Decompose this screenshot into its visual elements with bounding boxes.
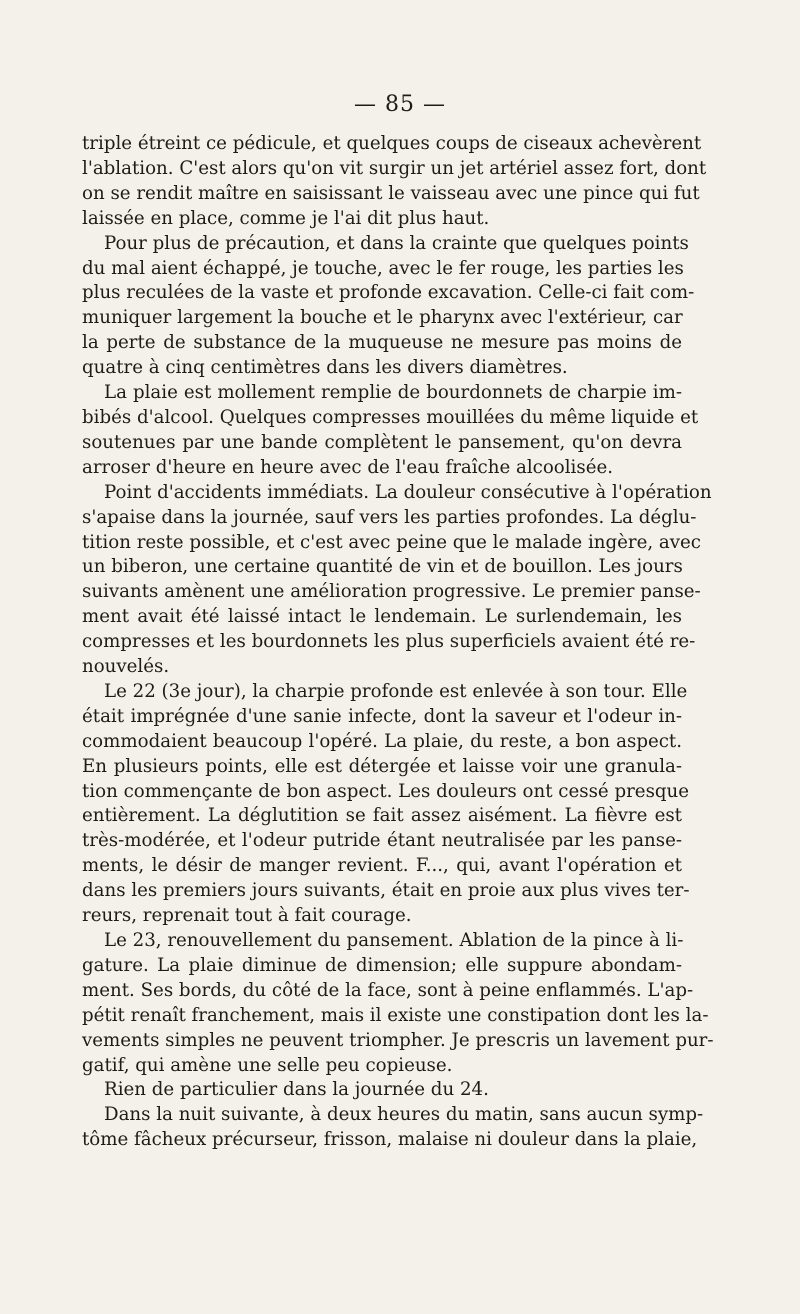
text-line: nouvelés. — [82, 656, 170, 678]
text-line: était imprégnée d'une sanie infecte, dont la saveur et l'odeur in- — [82, 705, 682, 727]
text-line: Pour plus de précaution, et dans la crainte que quelques points — [104, 232, 689, 254]
text-line: En plusieurs points, elle est détergée et laisse voir une granula- — [82, 755, 682, 777]
text-line: l'ablation. C'est alors qu'on vit surgir un jet artériel assez fort, dont — [82, 157, 707, 179]
text-line: très-modérée, et l'odeur putride étant neutralisée par les panse- — [82, 830, 682, 852]
text-line: un biberon, une certaine quantité de vin et de bouillon. Les jours — [82, 556, 683, 578]
text-line: soutenues par une bande complètent le pansement, qu'on devra — [82, 431, 682, 453]
text-line: bibés d'alcool. Quelques compresses mouillées du même liquide et — [82, 406, 699, 428]
text-line: plus reculées de la vaste et profonde excavation. Celle-ci fait com- — [82, 282, 695, 304]
text-line: gatif, qui amène une selle peu copieuse. — [82, 1054, 453, 1076]
text-line: reurs, reprenait tout à fait courage. — [82, 905, 412, 927]
text-line: ment. Ses bords, du côté de la face, sont à peine enflammés. L'ap- — [82, 979, 694, 1001]
text-line: Rien de particulier dans la journée du 24. — [104, 1079, 489, 1101]
text-line: s'apaise dans la journée, sauf vers les parties profondes. La déglu- — [82, 506, 697, 528]
text-line: tition reste possible, et c'est avec peine que le malade ingère, avec — [82, 531, 701, 553]
text-line: tôme fâcheux précurseur, frisson, malaise ni douleur dans la plaie, — [82, 1129, 698, 1151]
text-line: laissée en place, comme je l'ai dit plus haut. — [82, 207, 490, 229]
body-text — [82, 132, 714, 1153]
text-line: Le 23, renouvellement du pansement. Ablation de la pince à li- — [104, 930, 684, 951]
text-line: Dans la nuit suivante, à deux heures du matin, sans aucun symp- — [104, 1104, 704, 1126]
text-line: Point d'accidents immédiats. La douleur consécutive à l'opération — [104, 481, 712, 503]
text-line: on se rendit maître en saisissant le vaisseau avec une pince qui fut — [82, 182, 700, 204]
text-line: muniquer largement la bouche et le pharynx avec l'extérieur, car — [82, 307, 683, 329]
text-line: la perte de substance de la muqueuse ne mesure pas moins de — [82, 332, 682, 354]
text-line: vements simples ne peuvent triompher. Je prescris un lavement pur- — [82, 1029, 714, 1051]
text-line: suivants amènent une amélioration progressive. Le premier panse- — [82, 581, 701, 603]
text-line: dans les premiers jours suivants, était en proie aux plus vives ter- — [82, 880, 690, 902]
page-number: — 85 — — [354, 92, 446, 117]
text-line: quatre à cinq centimètres dans les divers diamètres. — [82, 357, 568, 379]
text-line: pétit renaît franchement, mais il existe une constipation dont les la- — [82, 1004, 709, 1026]
text-line: ments, le désir de manger revient. F..., qui, avant l'opération et — [82, 855, 682, 877]
text-line: compresses et les bourdonnets les plus superficiels avaient été re- — [82, 631, 696, 653]
text-line: gature. La plaie diminue de dimension; elle suppure abondam- — [82, 954, 682, 976]
text-line: arroser d'heure en heure avec de l'eau fraîche alcoolisée. — [82, 456, 614, 478]
text-line: du mal aient échappé, je touche, avec le fer rouge, les parties les — [82, 257, 684, 279]
text-line: tion commençante de bon aspect. Les douleurs ont cessé presque — [82, 780, 690, 802]
text-line: La plaie est mollement remplie de bourdonnets de charpie im- — [104, 382, 682, 404]
text-line: commodaient beaucoup l'opéré. La plaie, du reste, a bon aspect. — [82, 730, 682, 752]
text-line: entièrement. La déglutition se fait assez aisément. La fièvre est — [82, 805, 682, 827]
text-line: ment avait été laissé intact le lendemain. Le surlendemain, les — [82, 606, 682, 628]
text-line: Le 22 (3e jour), la charpie profonde est enlevée à son tour. Elle — [104, 680, 688, 702]
text-line: triple étreint ce pédicule, et quelques coups de ciseaux achevèrent — [82, 133, 702, 154]
